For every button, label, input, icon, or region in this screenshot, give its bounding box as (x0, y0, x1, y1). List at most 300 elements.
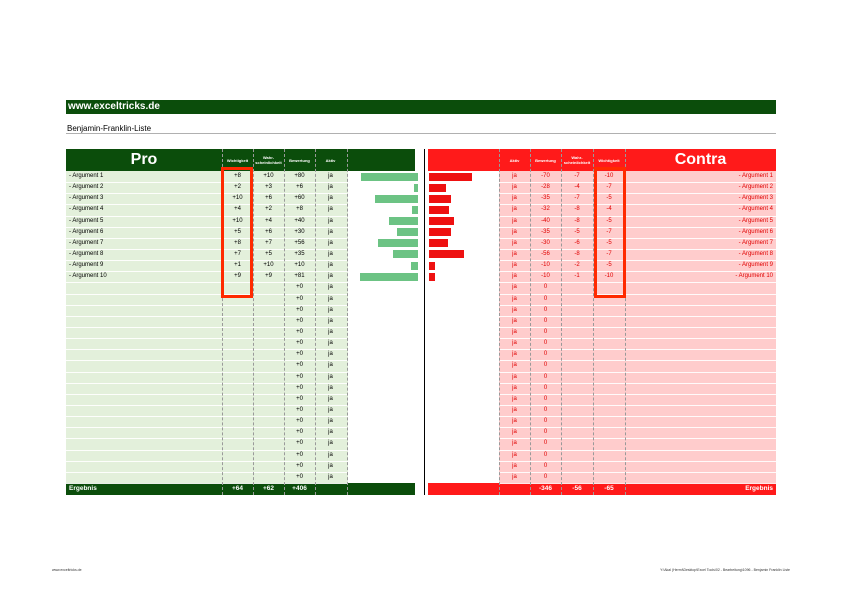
pro-row-wahrscheinlichkeit[interactable] (253, 338, 284, 349)
pro-table-row (66, 338, 348, 349)
contra-row-bewertung: -10 (541, 273, 550, 280)
contra-row-wichtigkeit[interactable] (593, 461, 625, 472)
contra-table-row (499, 394, 776, 405)
contra-row-bewertung: -32 (541, 206, 550, 213)
pro-footer-wichtigkeit: +64 (231, 485, 244, 492)
pro-row-aktiv[interactable]: ja (328, 462, 333, 469)
pro-row-aktiv[interactable]: ja (328, 395, 333, 402)
contra-row-aktiv[interactable]: ja (512, 206, 517, 213)
pro-row-wichtigkeit[interactable]: +2 (234, 184, 241, 191)
pro-row-aktiv[interactable]: ja (328, 284, 333, 291)
contra-row-aktiv[interactable]: ja (512, 317, 517, 324)
contra-row-wichtigkeit[interactable]: -10 (604, 173, 614, 179)
pro-row-wichtigkeit[interactable] (222, 316, 253, 327)
pro-row-wahrscheinlichkeit[interactable]: +10 (263, 262, 274, 269)
contra-row-wichtigkeit[interactable]: -7 (606, 250, 612, 257)
pro-row-aktiv[interactable]: ja (328, 384, 333, 391)
contra-row-wichtigkeit[interactable]: -10 (604, 273, 614, 280)
pro-row-label (69, 349, 219, 360)
pro-row-wahrscheinlichkeit[interactable] (253, 372, 284, 383)
pro-row-aktiv[interactable]: ja (328, 473, 333, 480)
pro-row-bewertung: +0 (296, 295, 303, 302)
pro-table-row (66, 216, 348, 227)
contra-table-row (499, 472, 776, 483)
contra-table-row (499, 171, 776, 182)
title-rule (66, 133, 776, 134)
pro-row-wahrscheinlichkeit[interactable] (253, 438, 284, 449)
pro-column-separator (315, 149, 316, 495)
contra-row-wichtigkeit[interactable]: -7 (606, 184, 612, 191)
contra-bar (429, 273, 435, 281)
pro-row-bewertung: +0 (296, 406, 303, 413)
pro-table-row (66, 349, 348, 360)
contra-row-label (625, 305, 773, 316)
contra-table-row (499, 338, 776, 349)
pro-row-aktiv[interactable]: ja (328, 228, 333, 235)
pro-row-aktiv[interactable]: ja (328, 306, 333, 313)
pro-table-row (66, 249, 348, 260)
pro-row-aktiv[interactable]: ja (328, 173, 333, 179)
pro-row-wichtigkeit[interactable]: +8 (234, 239, 241, 246)
contra-row-bewertung: 0 (543, 317, 548, 324)
contra-row-bewertung: 0 (543, 351, 548, 358)
pro-row-aktiv[interactable]: ja (328, 406, 333, 413)
pro-row-wahrscheinlichkeit[interactable] (253, 394, 284, 405)
pro-row-bewertung: +0 (296, 306, 303, 313)
contra-bar (429, 184, 446, 192)
pro-bar (397, 228, 418, 236)
contra-row-aktiv[interactable]: ja (512, 262, 517, 269)
contra-row-wahrscheinlichkeit[interactable] (561, 294, 593, 305)
pro-row-wichtigkeit[interactable]: +7 (234, 250, 241, 257)
pro-row-label (69, 416, 219, 427)
pro-row-aktiv[interactable]: ja (328, 262, 333, 269)
pro-table-row (66, 238, 348, 249)
pro-table-row (66, 450, 348, 461)
pro-bar (412, 206, 418, 214)
pro-row-wahrscheinlichkeit[interactable] (253, 405, 284, 416)
contra-row-aktiv[interactable]: ja (512, 384, 517, 391)
pro-row-wahrscheinlichkeit[interactable] (253, 461, 284, 472)
contra-row-label (625, 383, 773, 394)
contra-row-label: - Argument 8 (738, 250, 773, 257)
pro-row-aktiv[interactable]: ja (328, 295, 333, 302)
contra-row-wichtigkeit[interactable] (593, 338, 625, 349)
pro-row-label (69, 383, 219, 394)
contra-row-aktiv[interactable]: ja (512, 395, 517, 402)
contra-row-aktiv[interactable]: ja (512, 362, 517, 369)
pro-row-bewertung: +0 (296, 451, 303, 458)
pro-row-bewertung: +0 (296, 473, 303, 480)
pro-bar (361, 173, 418, 181)
contra-table-row (499, 282, 776, 293)
pro-row-wichtigkeit[interactable] (222, 372, 253, 383)
pro-footer-bewertung: +406 (292, 485, 307, 492)
contra-column-separator (499, 149, 500, 495)
contra-table-row (499, 238, 776, 249)
contra-row-wahrscheinlichkeit[interactable] (561, 394, 593, 405)
contra-row-bewertung: 0 (543, 284, 548, 291)
pro-row-aktiv[interactable]: ja (328, 451, 333, 458)
contra-row-aktiv[interactable]: ja (512, 173, 517, 179)
pro-row-wahrscheinlichkeit[interactable] (253, 316, 284, 327)
contra-row-wahrscheinlichkeit[interactable]: -7 (574, 173, 580, 179)
pro-row-label: - Argument 4 (69, 206, 104, 213)
contra-row-aktiv[interactable]: ja (512, 273, 517, 280)
contra-row-wahrscheinlichkeit[interactable] (561, 438, 593, 449)
pro-row-wichtigkeit[interactable] (222, 405, 253, 416)
pro-table-row (66, 271, 348, 282)
contra-table-row (499, 294, 776, 305)
pro-row-bewertung: +0 (296, 462, 303, 469)
pro-row-label (69, 294, 219, 305)
contra-row-label: - Argument 9 (738, 262, 773, 269)
pro-row-wichtigkeit[interactable]: +1 (234, 262, 241, 269)
pro-row-aktiv[interactable]: ja (328, 273, 333, 280)
pro-row-wichtigkeit[interactable]: +10 (232, 217, 243, 224)
contra-row-wahrscheinlichkeit[interactable]: -4 (574, 184, 580, 191)
contra-row-aktiv[interactable]: ja (512, 250, 517, 257)
pro-row-wahrscheinlichkeit[interactable]: +3 (265, 184, 272, 191)
contra-row-wahrscheinlichkeit[interactable]: -2 (574, 262, 580, 269)
pro-row-wichtigkeit[interactable] (222, 360, 253, 371)
contra-row-label: - Argument 2 (738, 184, 773, 191)
contra-row-bewertung: 0 (543, 373, 548, 380)
contra-row-aktiv[interactable]: ja (512, 195, 517, 202)
contra-row-label (625, 316, 773, 327)
contra-row-wahrscheinlichkeit[interactable] (561, 349, 593, 360)
contra-row-wahrscheinlichkeit[interactable] (561, 372, 593, 383)
footer-right: Y:\Akal (Hermi\Desktop\Excel Tools\02 - Bearbeitung\1096 - Benjamin Franklin Liste (660, 568, 790, 572)
contra-row-wichtigkeit[interactable] (593, 416, 625, 427)
contra-row-bewertung: -28 (541, 184, 550, 191)
contra-row-bewertung: 0 (543, 295, 548, 302)
pro-row-bewertung: +0 (296, 373, 303, 380)
pro-row-bewertung: +35 (294, 250, 305, 257)
contra-row-aktiv[interactable]: ja (512, 418, 517, 425)
contra-row-aktiv[interactable]: ja (512, 284, 517, 291)
contra-bar (429, 217, 454, 225)
contra-row-aktiv[interactable]: ja (512, 451, 517, 458)
pro-row-wahrscheinlichkeit[interactable] (253, 282, 284, 293)
pro-row-wahrscheinlichkeit[interactable]: +2 (265, 206, 272, 213)
contra-row-bewertung: -35 (541, 195, 550, 202)
contra-table-row (499, 360, 776, 371)
pro-row-aktiv[interactable]: ja (328, 429, 333, 436)
pro-row-wichtigkeit[interactable] (222, 416, 253, 427)
contra-row-aktiv[interactable]: ja (512, 406, 517, 413)
contra-bar (429, 206, 449, 214)
pro-row-wichtigkeit[interactable] (222, 383, 253, 394)
contra-row-wichtigkeit[interactable] (593, 472, 625, 483)
pro-table-row (66, 372, 348, 383)
contra-row-aktiv[interactable]: ja (512, 306, 517, 313)
contra-row-wichtigkeit[interactable] (593, 372, 625, 383)
pro-row-label (69, 450, 219, 461)
pro-row-label (69, 472, 219, 483)
pro-row-label: - Argument 9 (69, 262, 104, 269)
contra-row-wahrscheinlichkeit[interactable] (561, 305, 593, 316)
contra-row-wahrscheinlichkeit[interactable]: -8 (574, 217, 580, 224)
pro-row-wichtigkeit[interactable]: +9 (234, 273, 241, 280)
pro-row-bewertung: +0 (296, 429, 303, 436)
contra-row-label (625, 349, 773, 360)
pro-row-aktiv[interactable]: ja (328, 362, 333, 369)
contra-row-label: - Argument 1 (738, 173, 773, 179)
pro-row-aktiv[interactable]: ja (328, 340, 333, 347)
pro-row-wahrscheinlichkeit[interactable] (253, 327, 284, 338)
contra-row-label (625, 394, 773, 405)
pro-row-bewertung: +60 (294, 195, 305, 202)
pro-table-row (66, 193, 348, 204)
contra-row-wichtigkeit[interactable] (593, 316, 625, 327)
contra-row-wahrscheinlichkeit[interactable] (561, 472, 593, 483)
footer-left: www.exceltricks.de (52, 568, 82, 572)
contra-table-row (499, 372, 776, 383)
contra-row-wichtigkeit[interactable] (593, 427, 625, 438)
contra-row-wichtigkeit[interactable]: -5 (606, 239, 612, 246)
contra-row-label: - Argument 5 (738, 217, 773, 224)
pro-row-wichtigkeit[interactable] (222, 461, 253, 472)
contra-row-aktiv[interactable]: ja (512, 373, 517, 380)
pro-row-aktiv[interactable]: ja (328, 250, 333, 257)
contra-bar (429, 239, 448, 247)
contra-table-row (499, 405, 776, 416)
pro-row-wahrscheinlichkeit[interactable]: +5 (265, 250, 272, 257)
pro-row-wahrscheinlichkeit[interactable]: +6 (265, 195, 272, 202)
pro-row-wahrscheinlichkeit[interactable]: +7 (265, 239, 272, 246)
contra-row-wahrscheinlichkeit[interactable] (561, 282, 593, 293)
pro-row-wichtigkeit[interactable] (222, 394, 253, 405)
contra-row-label: - Argument 6 (738, 228, 773, 235)
site-banner[interactable]: www.exceltricks.de (66, 100, 776, 114)
pro-row-label: - Argument 7 (69, 239, 104, 246)
pro-table-row (66, 427, 348, 438)
contra-row-aktiv[interactable]: ja (512, 328, 517, 335)
pro-row-wichtigkeit[interactable] (222, 438, 253, 449)
contra-row-aktiv[interactable]: ja (512, 473, 517, 480)
contra-header-wahrscheinlichkeit: Wahr- scheinlichkeit (563, 155, 591, 165)
contra-row-aktiv[interactable]: ja (512, 340, 517, 347)
contra-row-aktiv[interactable]: ja (512, 217, 517, 224)
contra-row-aktiv[interactable]: ja (512, 462, 517, 469)
pro-row-bewertung: +0 (296, 328, 303, 335)
contra-row-aktiv[interactable]: ja (512, 295, 517, 302)
pro-row-aktiv[interactable]: ja (328, 418, 333, 425)
contra-row-wahrscheinlichkeit[interactable] (561, 360, 593, 371)
pro-bar (360, 273, 418, 281)
contra-row-label (625, 427, 773, 438)
contra-row-wichtigkeit[interactable] (593, 327, 625, 338)
contra-row-wahrscheinlichkeit[interactable] (561, 383, 593, 394)
pro-column-separator (284, 149, 285, 495)
contra-bar (429, 195, 451, 203)
pro-row-label: - Argument 5 (69, 217, 104, 224)
contra-row-label (625, 282, 773, 293)
pro-row-aktiv[interactable]: ja (328, 317, 333, 324)
contra-row-wichtigkeit[interactable]: -5 (606, 217, 612, 224)
pro-row-label (69, 360, 219, 371)
pro-row-wahrscheinlichkeit[interactable] (253, 294, 284, 305)
contra-row-wahrscheinlichkeit[interactable] (561, 416, 593, 427)
pro-row-label (69, 405, 219, 416)
contra-row-wahrscheinlichkeit[interactable]: -5 (574, 228, 580, 235)
contra-column-separator (530, 149, 531, 495)
pro-title: Pro (130, 151, 158, 168)
contra-row-wahrscheinlichkeit[interactable] (561, 327, 593, 338)
pro-table-row (66, 171, 348, 182)
pro-bar (389, 217, 418, 225)
pro-row-aktiv[interactable]: ja (328, 239, 333, 246)
contra-row-bewertung: 0 (543, 328, 548, 335)
pro-row-wahrscheinlichkeit[interactable]: +10 (263, 173, 274, 179)
pro-table-row (66, 383, 348, 394)
pro-row-wichtigkeit[interactable]: +8 (234, 173, 241, 179)
contra-row-bewertung: 0 (543, 462, 548, 469)
contra-row-bewertung: -30 (541, 239, 550, 246)
pro-bar (375, 195, 418, 203)
pro-row-aktiv[interactable]: ja (328, 328, 333, 335)
contra-row-wahrscheinlichkeit[interactable] (561, 316, 593, 327)
contra-row-label (625, 360, 773, 371)
pro-row-wahrscheinlichkeit[interactable] (253, 472, 284, 483)
pro-bar (414, 184, 418, 192)
pro-row-bewertung: +81 (294, 273, 305, 280)
contra-row-wichtigkeit[interactable]: -4 (606, 206, 612, 213)
contra-row-aktiv[interactable]: ja (512, 184, 517, 191)
pro-row-label: - Argument 2 (69, 184, 104, 191)
pro-row-aktiv[interactable]: ja (328, 351, 333, 358)
contra-row-aktiv[interactable]: ja (512, 228, 517, 235)
pro-row-wichtigkeit[interactable] (222, 427, 253, 438)
pro-row-wichtigkeit[interactable] (222, 327, 253, 338)
pro-row-wichtigkeit[interactable] (222, 338, 253, 349)
contra-row-wahrscheinlichkeit[interactable] (561, 461, 593, 472)
contra-table-row (499, 450, 776, 461)
pro-row-label (69, 372, 219, 383)
contra-row-bewertung: -35 (541, 228, 550, 235)
contra-table-row (499, 227, 776, 238)
contra-row-bewertung: 0 (543, 418, 548, 425)
contra-row-wichtigkeit[interactable] (593, 383, 625, 394)
pro-table-row (66, 204, 348, 215)
contra-row-wichtigkeit[interactable] (593, 450, 625, 461)
contra-row-wichtigkeit[interactable] (593, 438, 625, 449)
pro-row-bewertung: +0 (296, 440, 303, 447)
pro-footer-wahrscheinlichkeit: +62 (262, 485, 275, 492)
contra-row-wahrscheinlichkeit[interactable] (561, 450, 593, 461)
pro-row-bewertung: +0 (296, 351, 303, 358)
pro-row-aktiv[interactable]: ja (328, 195, 333, 202)
pro-row-wahrscheinlichkeit[interactable] (253, 427, 284, 438)
pro-bar (393, 250, 418, 258)
pro-row-aktiv[interactable]: ja (328, 440, 333, 447)
contra-table-row (499, 461, 776, 472)
pro-table-row (66, 416, 348, 427)
pro-row-aktiv[interactable]: ja (328, 373, 333, 380)
pro-table-row (66, 438, 348, 449)
contra-row-wahrscheinlichkeit[interactable]: -1 (574, 273, 580, 280)
pro-header-bewertung: Bewertung (289, 157, 310, 163)
pro-row-bewertung: +0 (296, 340, 303, 347)
pro-table-row (66, 360, 348, 371)
contra-row-aktiv[interactable]: ja (512, 351, 517, 358)
contra-header-wichtigkeit: Wichtigkeit (598, 157, 620, 163)
contra-row-label (625, 416, 773, 427)
contra-row-wichtigkeit[interactable] (593, 360, 625, 371)
center-divider (424, 149, 425, 495)
pro-row-label (69, 305, 219, 316)
contra-row-aktiv[interactable]: ja (512, 440, 517, 447)
contra-row-aktiv[interactable]: ja (512, 429, 517, 436)
contra-row-wichtigkeit[interactable] (593, 349, 625, 360)
contra-row-wichtigkeit[interactable] (593, 405, 625, 416)
pro-row-wichtigkeit[interactable]: +10 (232, 195, 243, 202)
contra-row-wahrscheinlichkeit[interactable] (561, 338, 593, 349)
contra-row-wichtigkeit[interactable]: -5 (606, 195, 612, 202)
pro-row-wichtigkeit[interactable] (222, 305, 253, 316)
pro-row-aktiv[interactable]: ja (328, 206, 333, 213)
pro-row-wahrscheinlichkeit[interactable] (253, 416, 284, 427)
pro-row-wichtigkeit[interactable] (222, 472, 253, 483)
contra-row-bewertung: 0 (543, 340, 548, 347)
contra-row-wahrscheinlichkeit[interactable]: -8 (574, 206, 580, 213)
pro-row-wichtigkeit[interactable] (222, 349, 253, 360)
contra-row-label (625, 438, 773, 449)
contra-row-wahrscheinlichkeit[interactable]: -8 (574, 250, 580, 257)
contra-row-wichtigkeit[interactable] (593, 305, 625, 316)
pro-row-aktiv[interactable]: ja (328, 217, 333, 224)
contra-row-wichtigkeit[interactable]: -7 (606, 228, 612, 235)
pro-row-wahrscheinlichkeit[interactable] (253, 360, 284, 371)
pro-row-label: - Argument 1 (69, 173, 104, 179)
contra-row-bewertung: 0 (543, 440, 548, 447)
pro-row-wahrscheinlichkeit[interactable] (253, 305, 284, 316)
contra-row-wahrscheinlichkeit[interactable] (561, 427, 593, 438)
pro-row-wahrscheinlichkeit[interactable] (253, 349, 284, 360)
pro-row-wichtigkeit[interactable]: +5 (234, 228, 241, 235)
pro-row-wichtigkeit[interactable]: +4 (234, 206, 241, 213)
contra-row-label: - Argument 7 (738, 239, 773, 246)
pro-row-wahrscheinlichkeit[interactable] (253, 450, 284, 461)
contra-row-bewertung: 0 (543, 306, 548, 313)
pro-row-label: - Argument 6 (69, 228, 104, 235)
contra-row-wichtigkeit[interactable] (593, 394, 625, 405)
pro-row-wahrscheinlichkeit[interactable] (253, 383, 284, 394)
contra-row-bewertung: -40 (541, 217, 550, 224)
contra-row-aktiv[interactable]: ja (512, 239, 517, 246)
contra-row-separator (499, 483, 776, 484)
contra-row-wahrscheinlichkeit[interactable] (561, 405, 593, 416)
contra-row-wichtigkeit[interactable]: -5 (606, 262, 612, 269)
contra-row-label (625, 294, 773, 305)
pro-row-wahrscheinlichkeit[interactable]: +4 (265, 217, 272, 224)
pro-row-label (69, 316, 219, 327)
pro-table-row (66, 282, 348, 293)
pro-row-label: - Argument 10 (69, 273, 107, 280)
contra-footer-wahrscheinlichkeit: -56 (572, 485, 582, 492)
contra-row-wahrscheinlichkeit[interactable]: -7 (574, 195, 580, 202)
contra-bar (429, 262, 435, 270)
pro-row-wahrscheinlichkeit[interactable]: +6 (265, 228, 272, 235)
pro-row-wichtigkeit[interactable] (222, 450, 253, 461)
pro-row-wahrscheinlichkeit[interactable]: +9 (265, 273, 272, 280)
contra-row-bewertung: -56 (541, 250, 550, 257)
pro-row-bewertung: +40 (294, 217, 305, 224)
contra-table-row (499, 182, 776, 193)
pro-row-aktiv[interactable]: ja (328, 184, 333, 191)
contra-row-wahrscheinlichkeit[interactable]: -6 (574, 239, 580, 246)
